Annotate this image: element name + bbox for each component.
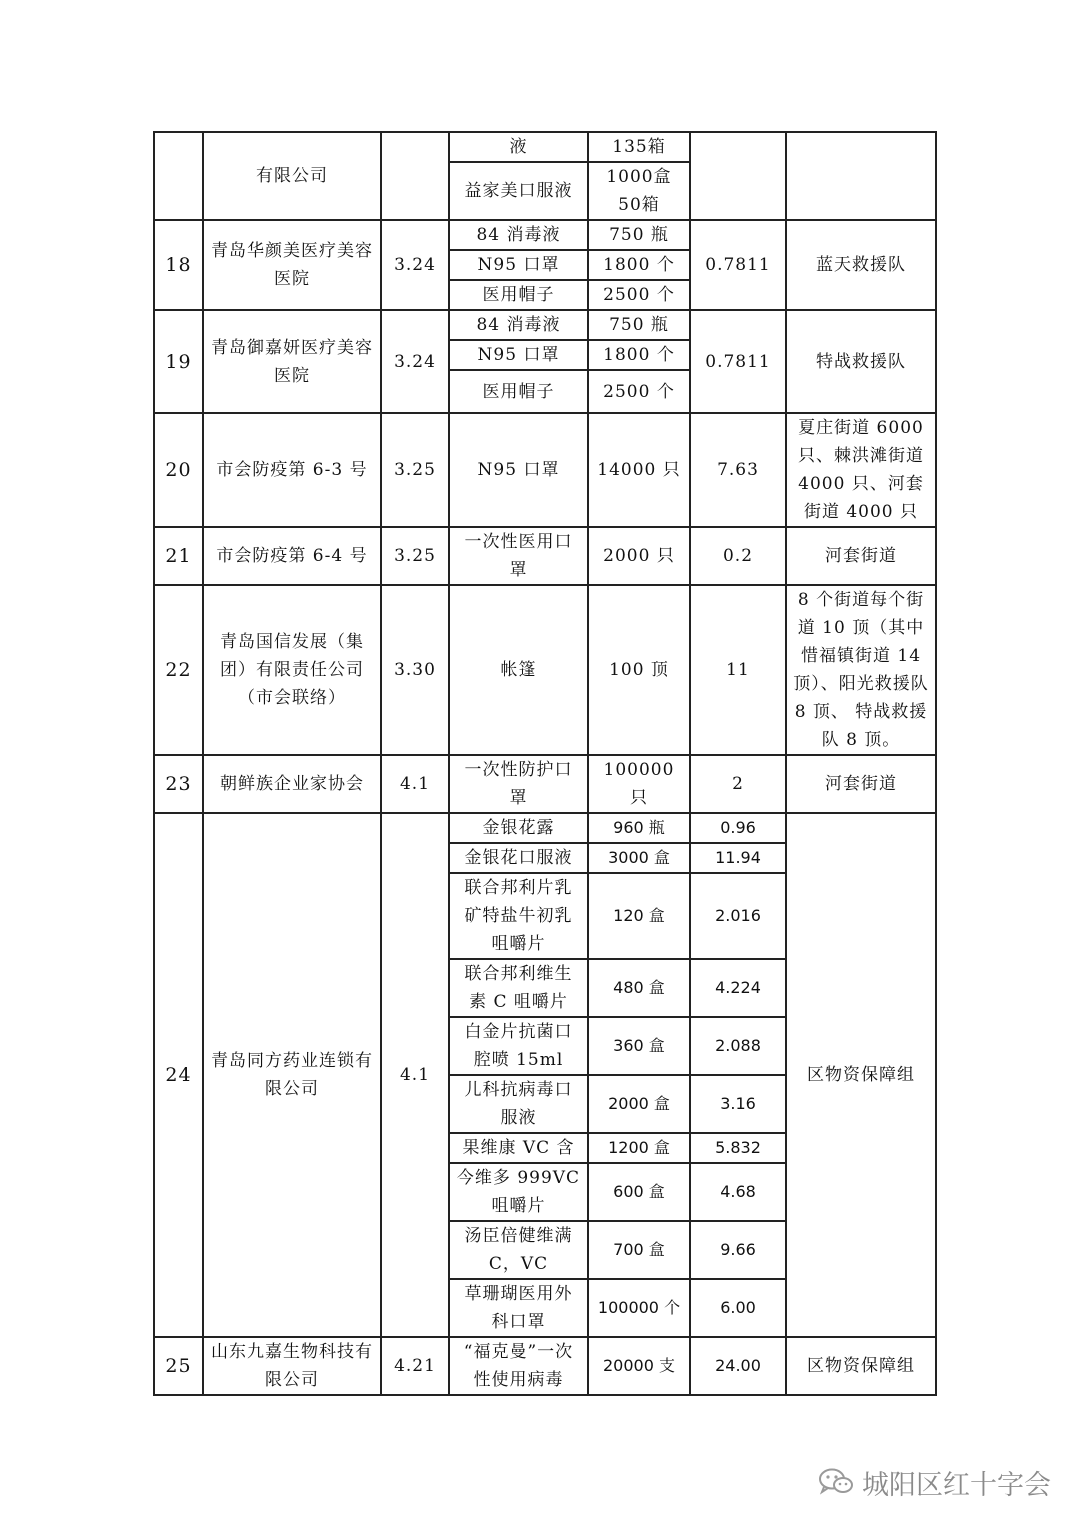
watermark [818, 1464, 1051, 1500]
recipient: 8 个街道每个街道 10 顶（其中惜福镇街道 14 顶）、阳光救援队 8 顶、 特战救援队 8 顶。 [786, 585, 936, 755]
item-quantity: 750 瓶 [588, 220, 690, 250]
item-name: 白金片抗菌口腔喷 15ml [449, 1017, 588, 1075]
donation-date: 4.1 [381, 755, 449, 813]
wechat-icon [818, 1467, 854, 1497]
item-name: N95 口罩 [449, 250, 588, 280]
item-quantity: 100 顶 [588, 585, 690, 755]
item-quantity: 120 盒 [588, 873, 690, 959]
donation-date: 3.25 [381, 413, 449, 527]
item-quantity: 2000 只 [588, 527, 690, 585]
table-row [154, 1337, 936, 1395]
recipient: 河套街道 [786, 755, 936, 813]
item-name: 金银花口服液 [449, 843, 588, 873]
item-amount: 11 [690, 585, 786, 755]
item-quantity: 700 盒 [588, 1221, 690, 1279]
table-row [154, 585, 936, 755]
item-amount: 4.68 [690, 1163, 786, 1221]
item-amount: 11.94 [690, 843, 786, 873]
donation-date [381, 132, 449, 220]
row-number: 19 [154, 310, 203, 413]
donor-org: 市会防疫第 6-3 号 [203, 413, 381, 527]
donor-org: 山东九嘉生物科技有限公司 [203, 1337, 381, 1395]
item-amount: 5.832 [690, 1133, 786, 1163]
row-number: 23 [154, 755, 203, 813]
table-row [154, 413, 936, 527]
recipient: 区物资保障组 [786, 813, 936, 1337]
item-name: 儿科抗病毒口服液 [449, 1075, 588, 1133]
donor-org: 青岛同方药业连锁有限公司 [203, 813, 381, 1337]
item-name: 液 [449, 132, 588, 162]
item-name: 汤臣倍健维满 C，VC [449, 1221, 588, 1279]
item-name: 联合邦利维生素 C 咀嚼片 [449, 959, 588, 1017]
table-row [154, 220, 936, 250]
item-quantity: 2000 盒 [588, 1075, 690, 1133]
donation-date: 4.21 [381, 1337, 449, 1395]
item-quantity: 20000 支 [588, 1337, 690, 1395]
row-number: 22 [154, 585, 203, 755]
donor-org: 青岛御嘉妍医疗美容医院 [203, 310, 381, 413]
item-quantity: 100000 个 [588, 1279, 690, 1337]
donation-table [153, 131, 937, 1396]
table-row [154, 132, 936, 162]
item-amount: 0.96 [690, 813, 786, 843]
row-number: 24 [154, 813, 203, 1337]
item-quantity: 960 瓶 [588, 813, 690, 843]
item-amount: 0.7811 [690, 310, 786, 413]
item-name: 帐篷 [449, 585, 588, 755]
item-name: 医用帽子 [449, 370, 588, 413]
item-quantity: 2500 个 [588, 280, 690, 310]
row-number: 20 [154, 413, 203, 527]
item-quantity: 750 瓶 [588, 310, 690, 340]
item-quantity: 100000 只 [588, 755, 690, 813]
table-row [154, 755, 936, 813]
item-amount: 2.016 [690, 873, 786, 959]
item-quantity: 1000盒 50箱 [588, 162, 690, 220]
row-number: 18 [154, 220, 203, 310]
recipient: 夏庄街道 6000 只、棘洪滩街道 4000 只、河套街道 4000 只 [786, 413, 936, 527]
item-name: 今维多 999VC 咀嚼片 [449, 1163, 588, 1221]
item-name: 益家美口服液 [449, 162, 588, 220]
recipient: 河套街道 [786, 527, 936, 585]
item-amount: 9.66 [690, 1221, 786, 1279]
item-quantity: 3000 盒 [588, 843, 690, 873]
item-name: N95 口罩 [449, 340, 588, 370]
row-number: 25 [154, 1337, 203, 1395]
donation-date: 3.24 [381, 310, 449, 413]
item-name: 一次性防护口罩 [449, 755, 588, 813]
item-amount [690, 132, 786, 220]
item-quantity: 1800 个 [588, 340, 690, 370]
table-row [154, 310, 936, 340]
item-quantity: 1800 个 [588, 250, 690, 280]
item-name: 金银花露 [449, 813, 588, 843]
item-amount: 24.00 [690, 1337, 786, 1395]
recipient [786, 132, 936, 220]
donation-date: 4.1 [381, 813, 449, 1337]
item-quantity: 480 盒 [588, 959, 690, 1017]
item-name: 84 消毒液 [449, 310, 588, 340]
item-name: 草珊瑚医用外科口罩 [449, 1279, 588, 1337]
item-name: 84 消毒液 [449, 220, 588, 250]
item-name: 一次性医用口罩 [449, 527, 588, 585]
item-name: N95 口罩 [449, 413, 588, 527]
recipient: 蓝天救援队 [786, 220, 936, 310]
donor-org: 有限公司 [203, 132, 381, 220]
item-name: 联合邦利片乳矿特盐牛初乳咀嚼片 [449, 873, 588, 959]
recipient: 特战救援队 [786, 310, 936, 413]
item-name: 医用帽子 [449, 280, 588, 310]
row-number: 21 [154, 527, 203, 585]
row-number [154, 132, 203, 220]
item-quantity: 2500 个 [588, 370, 690, 413]
item-amount: 7.63 [690, 413, 786, 527]
item-name: “福克曼”一次性使用病毒 [449, 1337, 588, 1395]
watermark-text: 城阳区红十字会 [862, 1469, 1051, 1501]
item-quantity: 360 盒 [588, 1017, 690, 1075]
item-amount: 2.088 [690, 1017, 786, 1075]
donor-org: 朝鲜族企业家协会 [203, 755, 381, 813]
item-quantity: 14000 只 [588, 413, 690, 527]
donation-date: 3.24 [381, 220, 449, 310]
donor-org: 市会防疫第 6-4 号 [203, 527, 381, 585]
table-row [154, 527, 936, 585]
item-amount: 0.2 [690, 527, 786, 585]
item-amount: 2 [690, 755, 786, 813]
donor-org: 青岛国信发展（集团）有限责任公司（市会联络） [203, 585, 381, 755]
donor-org: 青岛华颜美医疗美容医院 [203, 220, 381, 310]
item-quantity: 1200 盒 [588, 1133, 690, 1163]
item-amount: 0.7811 [690, 220, 786, 310]
item-amount: 6.00 [690, 1279, 786, 1337]
recipient: 区物资保障组 [786, 1337, 936, 1395]
item-amount: 3.16 [690, 1075, 786, 1133]
table-row [154, 813, 936, 843]
donation-date: 3.25 [381, 527, 449, 585]
item-quantity: 135箱 [588, 132, 690, 162]
item-amount: 4.224 [690, 959, 786, 1017]
item-quantity: 600 盒 [588, 1163, 690, 1221]
donation-date: 3.30 [381, 585, 449, 755]
item-name: 果维康 VC 含 [449, 1133, 588, 1163]
